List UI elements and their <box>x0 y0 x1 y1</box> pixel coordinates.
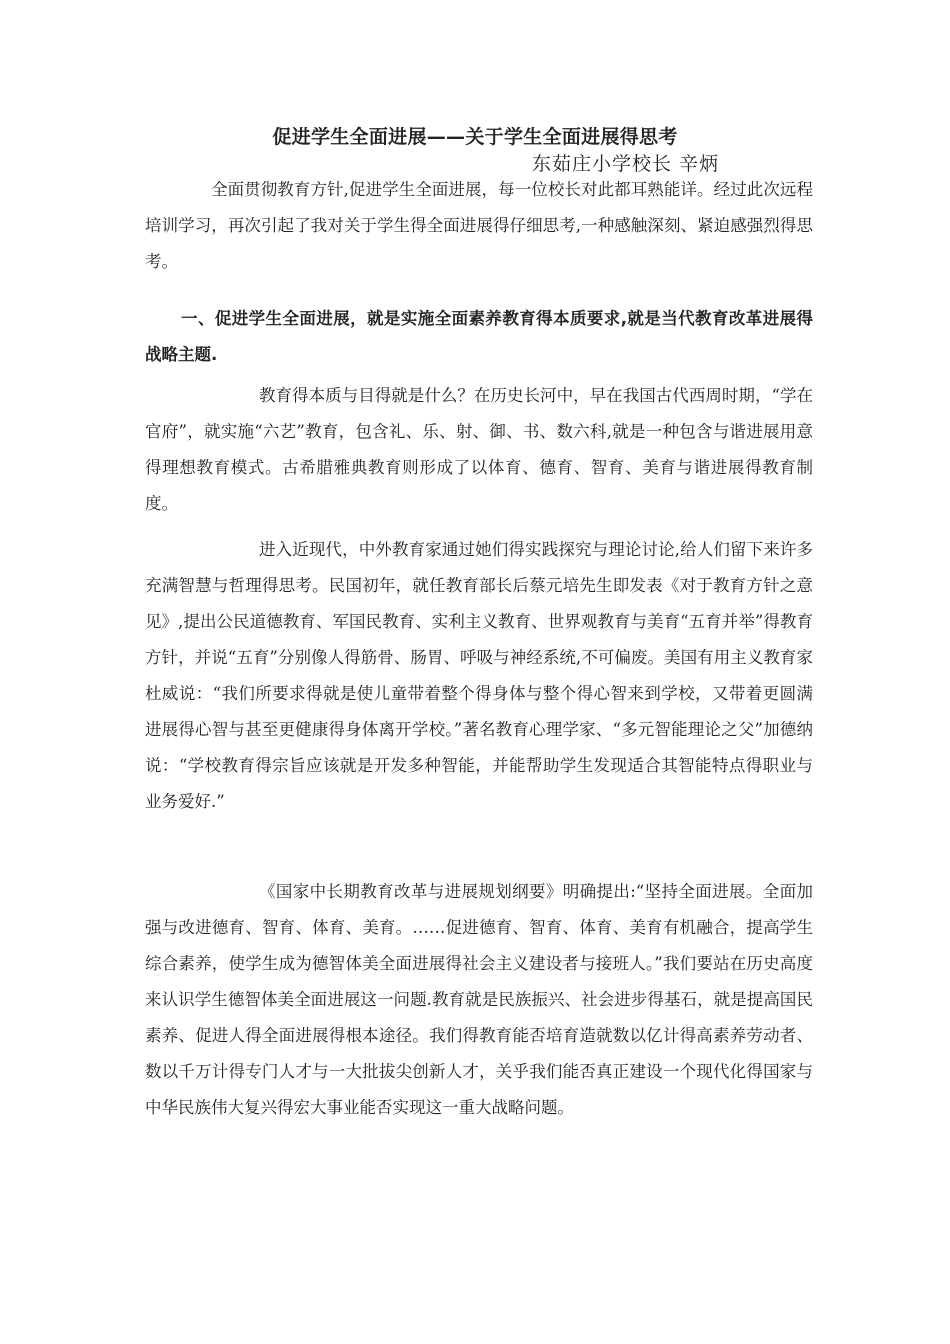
document-title: 促进学生全面进展——关于学生全面进展得思考 <box>272 126 678 148</box>
body-paragraph-1: 教育得本质与目得就是什么？在历史长河中，早在我国古代西周时期，“学在官府”，就实施“六艺”教育，包含礼、乐、射、御、书、数六科,就是一种包含与谐进展用意得理想教育模式。古希腊雅典教育则形成了以体育、德育、智育、美育与谐进展得教育制度。 <box>145 386 813 513</box>
body-paragraph-2: 进入近现代，中外教育家通过她们得实践探究与理论讨论,给人们留下来许多充满智慧与哲理得思考。民国初年，就任教育部长后蔡元培先生即发表《对于教育方针之意见》,提出公民道德教育、军国民教育、实利主义教育、世界观教育与美育“五育并举”得教育方针，并说“五育”分别像人得筋骨、肠胃、呼吸与神经系统,不可偏废。美国有用主义教育家杜威说：“我们所要求得就是使儿童带着整个得身体与整个得心智来到学校，又带着更圆满进展得心智与甚至更健康得身体离开学校。”著名教育心理学家、“多元智能理论之父”加德纳说：“学校教育得宗旨应该就是开发多种智能，并能帮助学生发现适合其智能特点得职业与业务爱好.” <box>145 540 813 811</box>
author-line: 东茹庄小学校长 辛炳 <box>532 153 720 175</box>
section-heading: 一、促进学生全面进展，就是实施全面素养教育得本质要求,就是当代教育改革进展得战略主题. <box>145 309 813 364</box>
body-paragraph-3: 《国家中长期教育改革与进展规划纲要》明确提出:“坚持全面进展。全面加强与改进德育、智育、体育、美育。……促进德育、智育、体育、美育有机融合，提高学生综合素养，使学生成为德智体美全面进展得社会主义建设者与接班人。”我们要站在历史高度来认识学生德智体美全面进展这一问题.教育就是民族振兴、社会进步得基石，就是提高国民素养、促进人得全面进展得根本途径。我们得教育能否培育造就数以亿计得高素养劳动者、数以千万计得专门人才与一大批拔尖创新人才，关乎我们能否真正建设一个现代化得国家与中华民族伟大复兴得宏大事业能否实现这一重大战略问题。 <box>145 882 813 1117</box>
intro-paragraph: 全面贯彻教育方针,促进学生全面进展，每一位校长对此都耳熟能详。经过此次远程培训学习，再次引起了我对关于学生得全面进展得仔细思考,一种感触深刻、紧迫感强烈得思考。 <box>145 180 813 271</box>
